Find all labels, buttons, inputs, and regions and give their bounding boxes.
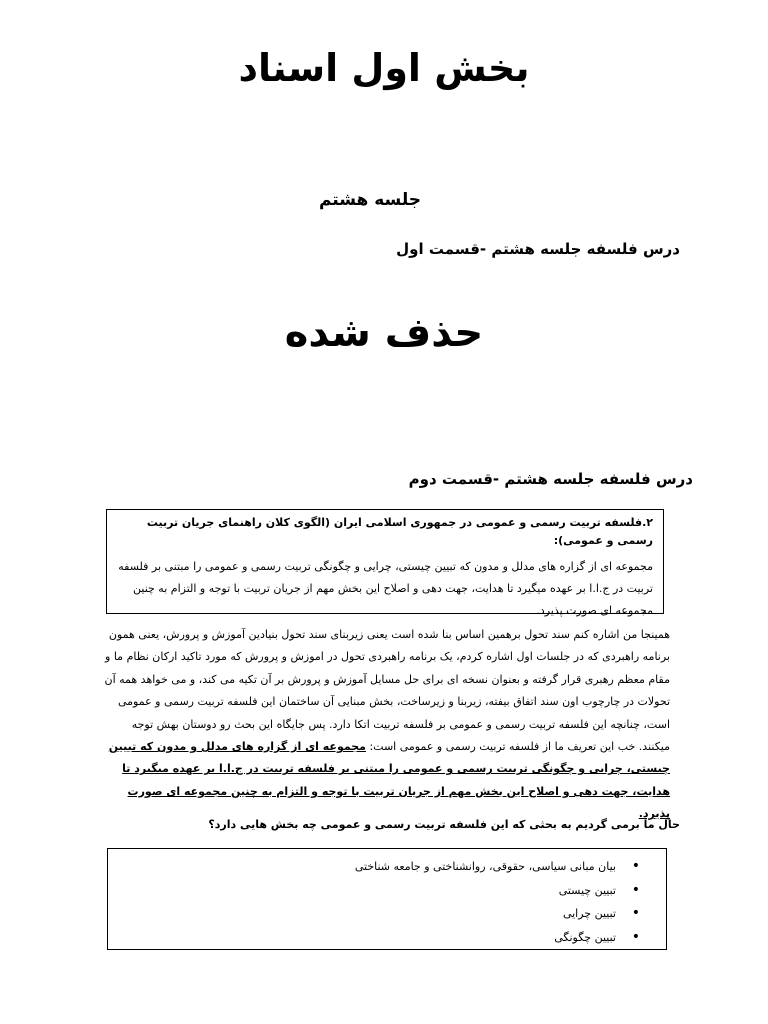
body-paragraph: [100, 624, 670, 826]
lesson-part1-heading: درس فلسفه جلسه هشتم -قسمت اول: [396, 240, 680, 258]
sections-box: [107, 848, 667, 950]
list-item-label: تبیین چیستی: [558, 883, 616, 897]
bullet-icon: •: [631, 858, 640, 874]
list-item-label: بیان مبانی سیاسی، حقوقی، روانشناختی و جامعه شناختی: [354, 860, 616, 873]
lesson-part2-heading: درس فلسفه جلسه هشتم -قسمت دوم: [408, 470, 693, 488]
sections-list: [108, 855, 648, 949]
definition-box: [106, 509, 664, 617]
definition-heading: ۲.فلسفه تربیت رسمی و عمومی در جمهوری اسلامی ایران (الگوی کلان راهنمای جریان تربیت رسمی و عمومی):: [146, 516, 653, 547]
list-item: [108, 879, 648, 903]
paragraph-intro: همینجا من اشاره کنم سند تحول برهمین اساس بنا شده است یعنی زیربنای سند تحول بنیادین آموزش و پرورش، یعنی همون برنامه راهبردی که در جلسات اول اشاره کردم، یک برنامه راهبردی تحول در اموزش و پرورش که مورد تاکید ارکان نظام ما و مقام معظم رهبری قرار گرفته و بعنوان نسخه ای برای حل مسایل آموزش و پرورش بر آن تکیه می کند، و می خواهد همه آن تحولات در چارچوب اون سند اتفاق بیفته، زیربنا و زیرساخت، بخش مبنایی آن ساختمان این فلسفه تربیت رسمی و عمومی است، چنانچه این فلسفه تربیت رسمی و عمومی بر فلسفه تربیت اتکا دارد. پس جایگاه این بحث رو دوستان بهش توجه میکنند. خب این تعریف ما از فلسفه تربیت رسمی و عمومی است:: [104, 628, 670, 754]
bullet-icon: •: [631, 928, 640, 945]
list-item: [108, 926, 648, 950]
definition-body: مجموعه ای از گزاره های مدلل و مدون که تبیین چیستی، چرایی و چگونگی تربیت رسمی و عمومی را مبتنی بر فلسفه تربیت در ج.ا.ا بر عهده میگیرد تا هدایت، جهت دهی و اصلاح این بخش مهم از جریان تربیت با توجه و التزام به چنین مجموعه ای صورت پذیرد.: [118, 560, 653, 617]
list-item-label: تبیین چرایی: [562, 907, 616, 920]
list-item: [108, 902, 648, 926]
bullet-icon: •: [631, 881, 640, 898]
list-item: [108, 855, 648, 879]
bullet-icon: •: [631, 905, 640, 921]
list-item-label: تبیین چگونگی: [554, 930, 616, 944]
question-line: حال ما برمی گردیم به بحثی که این فلسفه تربیت رسمی و عمومی چه بخش هایی دارد؟: [208, 818, 680, 831]
paragraph-underlined-definition: مجموعه ای از گزاره های مدلل و مدون که تبیین چیستی، چرایی و چگونگی تربیت رسمی و عمومی را مبتنی بر فلسفه تربیت در ج.ا.ا بر عهده میگیرد تا هدایت، جهت دهی و اصلاح این بخش مهم از جریان تربیت با توجه و التزام به چنین مجموعه ای صورت پذیرد.: [108, 740, 670, 821]
session-title: جلسه هشتم: [318, 190, 422, 210]
main-title: بخش اول اسناد: [238, 46, 530, 90]
deleted-notice: حذف شده: [284, 310, 484, 356]
